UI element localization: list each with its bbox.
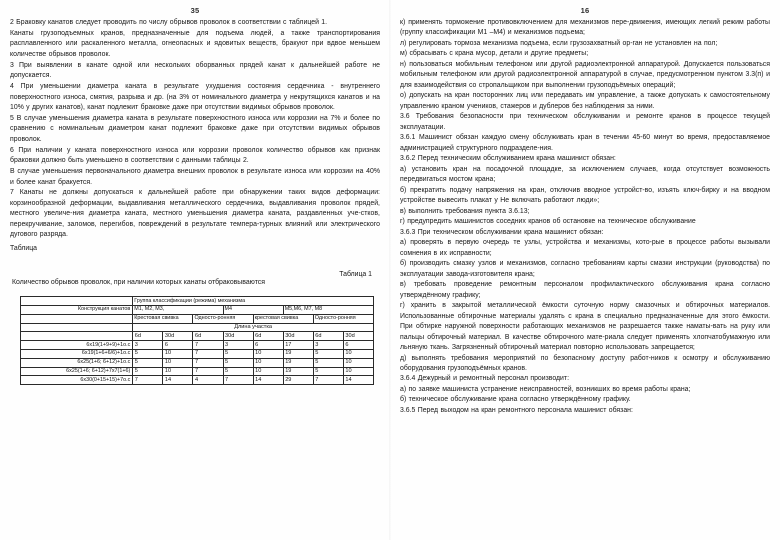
cell-value: 10: [253, 358, 283, 367]
cell-value: 19: [283, 367, 313, 376]
right-page: [390, 0, 780, 540]
cell-value: 5: [223, 358, 253, 367]
cell-value: 10: [163, 358, 193, 367]
header-lay-blank: [21, 314, 133, 323]
cell-value: 19: [283, 358, 313, 367]
cell-value: 6: [253, 341, 283, 350]
clause-3-6-2-b: б) прекратить подачу напряжения на кран, отключив вводное устройст-во, изъять ключ-бирку и на вводном устройстве вывесить плакат у Не включать работают люди»;: [400, 186, 770, 205]
paragraph-o: о) допускать на кран посторонних лиц или передавать им управление, а также допускать к самостоятельному управлению краном учеников, стажеров и дублеров без наблюдения за ними.: [400, 92, 770, 110]
table-row: [21, 358, 374, 367]
header-col-6d-4: 6d: [313, 332, 343, 341]
table-header-length-row: [21, 323, 374, 332]
cell-value: 5: [313, 367, 343, 376]
clause-3-6-4-b: б) техническое обслуживание крана согласно утверждённому графику.: [400, 396, 631, 404]
cell-value: 14: [163, 376, 193, 385]
clause-3-6-3-d: д) выполнять требования мероприятий по безопасному доступу работ-ников к осмотру и обслуживанию оборудования грузоподъёмных кранов.: [400, 354, 770, 372]
cell-value: 7: [193, 341, 223, 350]
header-group-m4: М4: [223, 306, 283, 315]
cell-value: 19: [283, 349, 313, 358]
header-lay-one-side-2: Односто-ронняя: [313, 314, 373, 323]
cell-value: 6: [163, 341, 193, 350]
header-dcols-blank: [21, 332, 133, 341]
rope-discard-table: [20, 296, 374, 385]
table-row: [21, 349, 374, 358]
cell-value: 7: [313, 376, 343, 385]
cell-value: 7: [193, 358, 223, 367]
cell-value: 6: [343, 341, 373, 350]
cell-value: 3: [313, 341, 343, 350]
header-lay-cross-1: Крестовая свивка: [133, 314, 193, 323]
header-section-length: Длина участка: [133, 323, 374, 332]
cell-value: 4: [193, 376, 223, 385]
cell-value: 5: [133, 349, 163, 358]
clause-3-6-4: 3.6.4 Дежурный и ремонтный персонал производит:: [400, 375, 569, 383]
cell-value: 10: [253, 349, 283, 358]
header-length-blank: [21, 323, 133, 332]
section-3-6-heading: 3.6 Требования безопасности при техническом обслуживании и ремонте кранов в процессе текущей эксплуатации.: [400, 113, 770, 131]
table-row: [21, 367, 374, 376]
paragraph-item-6-continued: В случае уменьшения первоначального диаметра внешних проволок в результате износа или коррозии на 40% и более канат бракуется.: [10, 168, 380, 186]
cell-value: 5: [223, 367, 253, 376]
table-label-plain: Таблица: [10, 244, 38, 252]
paragraph-item-4: 4 При уменьшении диаметра каната в результате ухудшения состояния сердечника - внутреннего поверхностного износа, смятия, разрыва и др. (на 3% от номинального диаметра у некрутящихся канатов и на 10% у других канатов), канат подлежит браковке даже при отсутствии видимых обрывов проволок.: [10, 83, 380, 112]
cell-value: 3: [223, 341, 253, 350]
clause-3-6-2: 3.6.2 Перед техническим обслуживанием крана машинист обязан:: [400, 155, 616, 163]
clause-3-6-4-a: а) по заявке машиниста устранение неисправностей, возникших во время работы крана;: [400, 385, 691, 393]
clause-3-6-3-v: в) требовать проведение ремонтным персоналом профилактического обслуживания крана согласно утверждённому графику;: [400, 281, 770, 299]
paragraph-item-3: 3 При выявлении в канате одной или нескольких оборванных прядей канат к дальнейшей работе не допускается.: [10, 61, 380, 80]
cell-value: 7: [223, 376, 253, 385]
cell-construction: 6х30(0+15+15)+7о.с: [21, 376, 133, 385]
cell-value: 10: [343, 358, 373, 367]
header-col-30d-4: 30d: [343, 332, 373, 341]
right-page-number: 16: [580, 6, 590, 15]
cell-value: 5: [313, 349, 343, 358]
table-title: Количество обрывов проволок, при наличии которых канаты отбраковываются: [12, 279, 265, 287]
header-col-6d-2: 6d: [193, 332, 223, 341]
clause-3-6-2-a: а) установить кран на посадочной площадке, за исключением случаев, когда отсутствует возможность передвигаться мостом крана;: [400, 165, 770, 184]
cell-value: 14: [343, 376, 373, 385]
cell-value: 7: [193, 367, 223, 376]
paragraph-l: л) регулировать тормоза механизма подъема, если грузозахватный ор-ган не установлен на пол;: [400, 39, 718, 47]
header-col-30d-2: 30d: [223, 332, 253, 341]
paragraph-m: м) сбрасывать с крана мусор, детали и другие предметы;: [400, 50, 589, 58]
paragraph-item-6: 6 При наличии у каната поверхностного износа или коррозии проволок количество обрывов как признак браковки должно быть уменьшено в соответствии с данными таблицы 2.: [10, 146, 380, 165]
header-lay-cross-2: крестовая свивка: [253, 314, 313, 323]
cell-value: 29: [283, 376, 313, 385]
clause-3-6-2-g: г) предупредить машинистов соседних кранов об остановке на техническое обслуживание: [400, 218, 696, 226]
cell-value: 10: [253, 367, 283, 376]
header-group-m1m3: М1, М2, М3,: [133, 306, 223, 315]
cell-value: 7: [193, 349, 223, 358]
cell-value: 10: [163, 349, 193, 358]
cell-value: 17: [283, 341, 313, 350]
clause-3-6-3: 3.6.3 При техническом обслуживании крана машинист обязан:: [400, 228, 604, 236]
cell-value: 5: [223, 349, 253, 358]
table-row: [21, 376, 374, 385]
header-group-m5m8: М5,М6, М7, М8: [283, 306, 373, 315]
header-row-label: Конструкция канатов: [21, 306, 133, 315]
cell-construction: 6х19(1+9+9)+1о.с: [21, 341, 133, 350]
paragraph-k: к) применять торможение противовключением для механизмов пере-движения, имеющих легкий режим работы (группу классификации М1 –М4) и механизмов подъема;: [400, 19, 770, 37]
clause-3-6-3-a: а) проверять в первую очередь те узлы, устройства и механизмы, кото-рые в процессе работы вызывали сомнения в их исправности;: [400, 239, 770, 257]
paragraph-item-7: 7 Канаты не должны допускаться к дальнейшей работе при обнаружении таких видов деформации: корзинообразной деформации, выдавливания металлического сердечника, выдавливания проволок прядей, местного увеличе-ния диаметра каната, местного уменьшения диаметра каната, раздавленных уче-стков, перекручивание, заломов, перегибов, повреждений в результате темпера-турных влияний или электрического дугового разряда.: [10, 189, 380, 239]
paragraph-item-2: 2 Браковку канатов следует проводить по числу обрывов проволок в соответствии с таблицей 1.: [10, 19, 328, 26]
cell-value: 5: [313, 358, 343, 367]
cell-construction: 6х19(1+6+6/6)+1о.с: [21, 349, 133, 358]
paragraph-n: н) пользоваться мобильным телефоном или другой радиоэлектронной аппаратурой. Допускается пользоваться мобильным телефоном или другой радиоэлектронной аппаратурой в случае, предусмотренном пунктом 3.3(п) и для взаимодействия со стропальщиком при выполнении грузоподъёмных операций;: [400, 60, 770, 89]
header-col-30d-1: 30d: [163, 332, 193, 341]
clause-3-6-2-v: в) выполнить требования пункта 3.6.13;: [400, 207, 530, 215]
table-header-mechanism-row: [21, 306, 374, 315]
header-col-30d-3: 30d: [283, 332, 313, 341]
cell-value: 10: [343, 349, 373, 358]
cell-value: 10: [163, 367, 193, 376]
table-number-caption: Таблица 1: [339, 271, 372, 279]
paragraph-rope-people: Канаты грузоподъемных кранов, предназначенные для подъема людей, а также транспортирования расплавленного или раскаленного металла, огнеопасных и ядовитых веществ, бракуют при вдвое меньшем количестве обрывов проволок.: [10, 29, 380, 58]
header-col-6d-1: 6d: [133, 332, 163, 341]
clause-3-6-3-g: г) хранить в закрытой металлической ёмкости суточную норму смазочных и обтирочных материалов. Использованные обтирочные материалы удалять с крана в специально предназначенные для этого ёмкости. При обтирке наружной поверхности работающих механизмов не разрешается также наматы-вать на руку или пальцы обтирочный материал. В качестве обтирочного мате-риала следует применять хлопчатобумажную или льняную ткань. Загрязненный обтирочный материал повторно использовать запрещается;: [400, 302, 770, 352]
cell-value: 3: [133, 341, 163, 350]
header-group-title: Группа классификации (режима) механизма: [133, 297, 374, 306]
table-header-lay-row: [21, 314, 374, 323]
clause-3-6-5: 3.6.5 Перед выходом на кран ремонтного персонала машинист обязан:: [400, 406, 633, 414]
cell-construction: 6х25(1+6; 6+12)+1о.с: [21, 358, 133, 367]
header-col-6d-3: 6d: [253, 332, 283, 341]
table-header-dcols-row: [21, 332, 374, 341]
cell-value: 5: [133, 358, 163, 367]
table-row: [21, 341, 374, 350]
cell-construction: 6х25(1+6; 6+12)+7х7(1+6): [21, 367, 133, 376]
clause-3-6-1: 3.6.1 Машинист обязан каждую смену обслуживать кран в течении 45-60 минут во время, предоставляемое администрацией структурного подразделе-ния.: [400, 134, 770, 152]
clause-3-6-3-b: б) производить смазку узлов и механизмов, согласно требованиям карты смазки инструкции (руководства) по эксплуатации завода-изготовителя крана;: [400, 260, 770, 278]
cell-value: 5: [133, 367, 163, 376]
paragraph-item-5: 5 В случае уменьшения диаметра каната в результате поверхностного износа или коррозии на 7% и более по сравнению с номинальным диаметром канат подлежит браковке даже при отсутствии видимых обрывов проволок.: [10, 114, 380, 143]
table-header-group-row: [21, 297, 374, 306]
header-lay-one-side-1: Односто-ронняя: [193, 314, 253, 323]
header-corner-blank: [21, 297, 133, 306]
cell-value: 7: [133, 376, 163, 385]
cell-value: 14: [253, 376, 283, 385]
left-page-number: 35: [190, 6, 200, 15]
cell-value: 10: [343, 367, 373, 376]
